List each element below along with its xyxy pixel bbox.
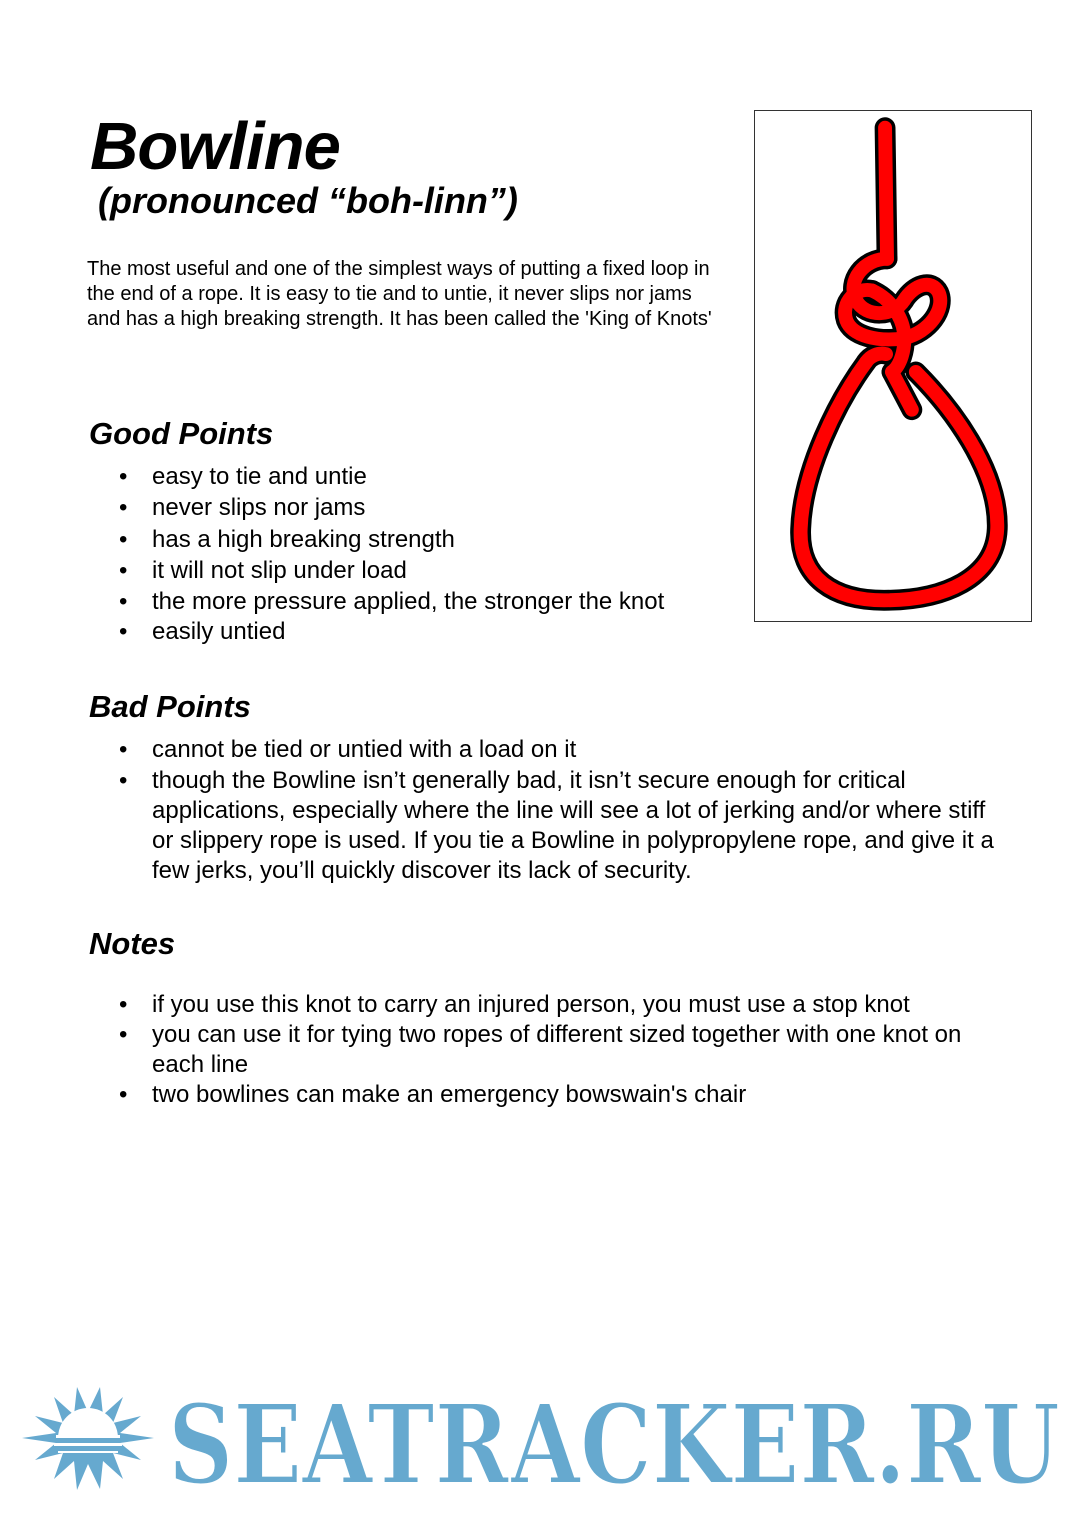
logo-text: SEATRACKER.RU: [168, 1380, 1060, 1505]
good-points-list: [0, 462, 760, 647]
sun-icon: [22, 1387, 154, 1490]
intro-paragraph: The most useful and one of the simplest ways of putting a fixed loop in the end of a rope. It is easy to tie and to untie, it never slips nor jams and has a high breaking strength. It has been called the 'King of Knots': [87, 258, 712, 330]
bad-point-item: • cannot be tied or untied with a load on it: [0, 735, 1000, 765]
notes-list: [0, 990, 1000, 1110]
note-item: • if you use this knot to carry an injured person, you must use a stop knot: [0, 990, 1000, 1020]
good-point-item: • easy to tie and untie: [0, 462, 760, 492]
note-item: • two bowlines can make an emergency bowswain's chair: [0, 1080, 1000, 1110]
good-point-item: • never slips nor jams: [0, 493, 760, 523]
page-title: Bowline: [90, 109, 340, 184]
bowline-knot-illustration: [754, 110, 1032, 622]
good-point-item: • has a high breaking strength: [0, 525, 760, 555]
good-point-item: • it will not slip under load: [0, 556, 760, 586]
pronunciation-subtitle: (pronounced “boh-linn”): [98, 180, 518, 221]
seatracker-logo: [0, 1365, 1080, 1505]
good-point-item: • the more pressure applied, the stronger the knot: [0, 587, 760, 617]
bad-point-item: • though the Bowline isn’t generally bad, it isn’t secure enough for critical applications, especially where the line will see a lot of jerking and/or where stiff or slippery rope is used. If you tie a Bowline in polypropylene rope, and give it a few jerks, you’ll quickly discover its lack of security.: [0, 766, 1000, 886]
bowline-knot-icon: [755, 111, 1031, 621]
good-point-item: • easily untied: [0, 617, 760, 647]
bad-points-heading: Bad Points: [89, 689, 251, 724]
notes-heading: Notes: [89, 926, 176, 961]
bad-points-list: [0, 735, 1000, 886]
note-item: • you can use it for tying two ropes of different sized together with one knot on each line: [0, 1020, 1000, 1080]
good-points-heading: Good Points: [89, 416, 274, 451]
